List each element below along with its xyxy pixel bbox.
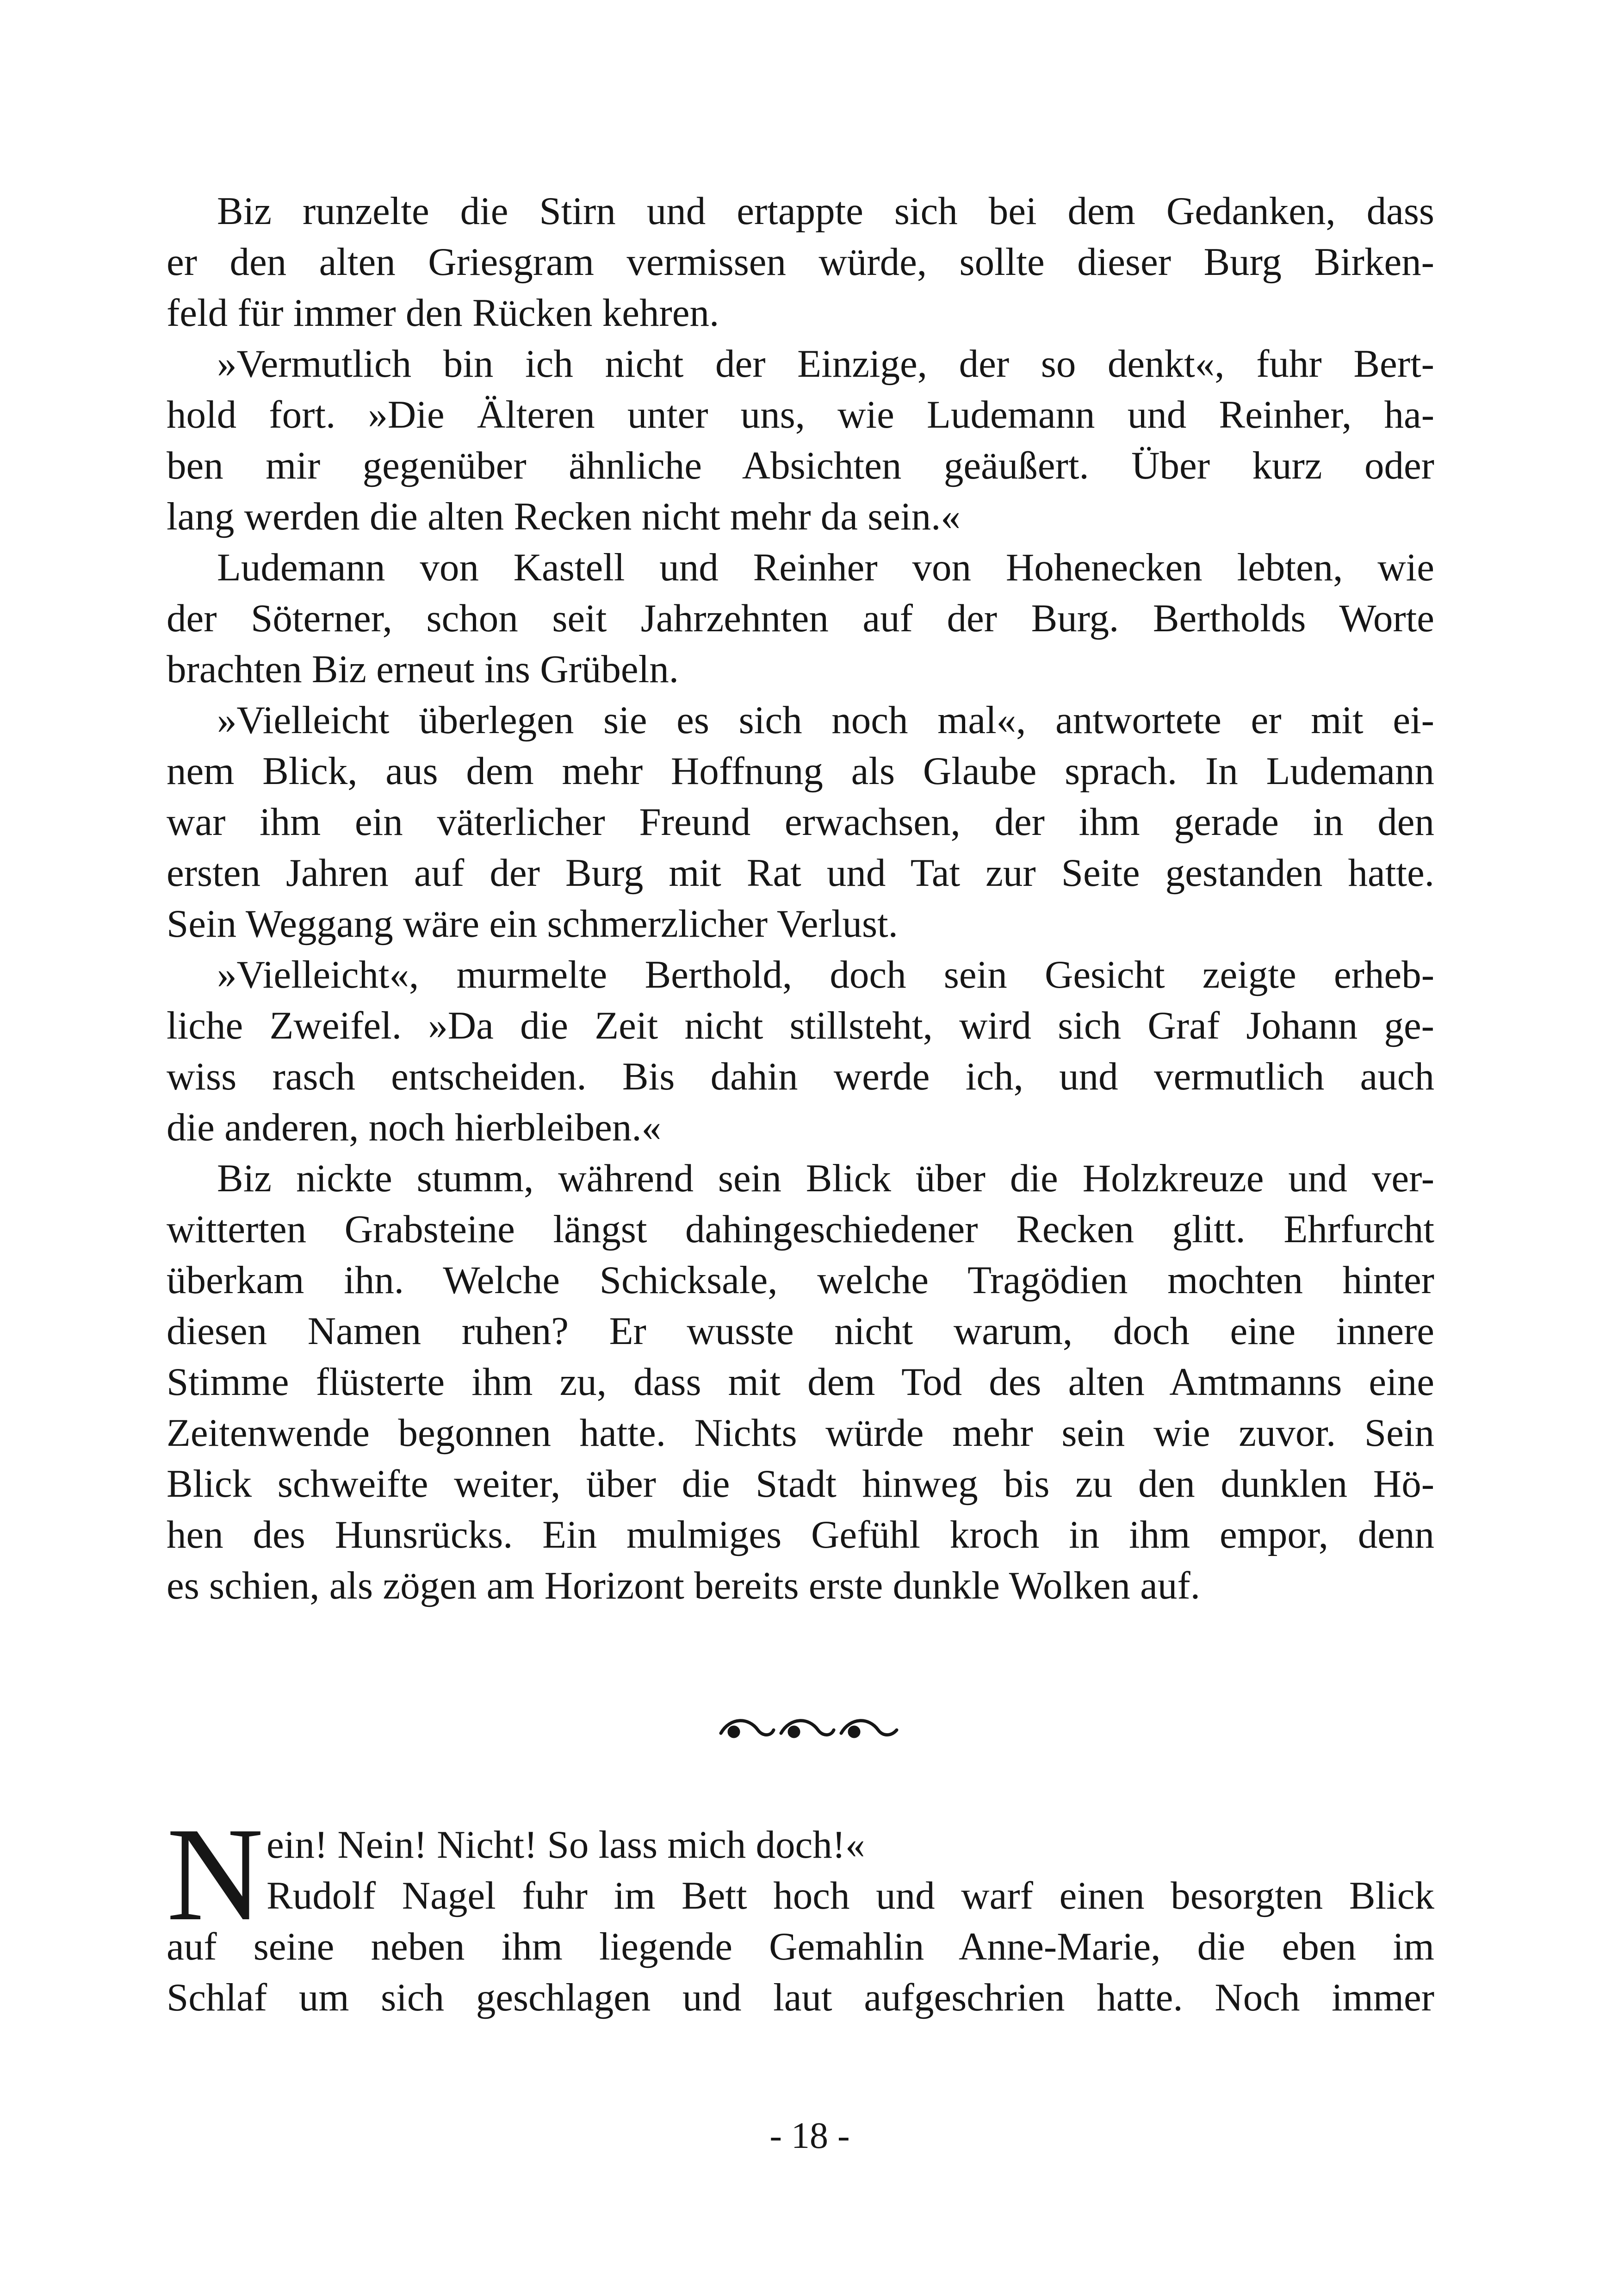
text-line: Schlaf um sich geschlagen und laut aufgeschrien hatte. Noch immer (167, 1976, 1434, 2019)
text-line: Blick schweifte weiter, über die Stadt hinweg bis zu den dunklen Hö- (167, 1462, 1434, 1506)
text-line: die anderen, noch hierbleiben.« (167, 1106, 662, 1149)
text-line: lang werden die alten Recken nicht mehr da sein.« (167, 495, 961, 538)
text-line: der Söterner, schon seit Jahrzehnten auf der Burg. Bertholds Worte (167, 597, 1434, 640)
text-line: auf seine neben ihm liegende Gemahlin Anne-Marie, die eben im (167, 1925, 1434, 1968)
text-line: Sein Weggang wäre ein schmerzlicher Verlust. (167, 902, 898, 946)
text-line: hen des Hunsrücks. Ein mulmiges Gefühl kroch in ihm empor, denn (167, 1513, 1434, 1556)
text-line: ersten Jahren auf der Burg mit Rat und Tat zur Seite gestanden hatte. (167, 851, 1434, 895)
text-line: Ludemann von Kastell und Reinher von Hohenecken lebten, wie (217, 546, 1434, 589)
text-line: Zeitenwende begonnen hatte. Nichts würde mehr sein wie zuvor. Sein (167, 1411, 1434, 1455)
text-line: Stimme flüsterte ihm zu, dass mit dem Tod des alten Amtmanns eine (167, 1360, 1434, 1404)
text-line: wiss rasch entscheiden. Bis dahin werde ich, und vermutlich auch (167, 1055, 1434, 1098)
text-line: nem Blick, aus dem mehr Hoffnung als Glaube sprach. In Ludemann (167, 749, 1434, 793)
drop-cap: N (167, 1800, 264, 1948)
fleuron-ornament-icon (716, 1712, 901, 1745)
text-line: feld für immer den Rücken kehren. (167, 291, 719, 335)
page-number: - 18 - (769, 2116, 850, 2156)
text-line: überkam ihn. Welche Schicksale, welche Tragödien mochten hinter (167, 1258, 1434, 1302)
text-line: Rudolf Nagel fuhr im Bett hoch und warf einen besorgten Blick (267, 1874, 1434, 1917)
text-line: liche Zweifel. »Da die Zeit nicht stillsteht, wird sich Graf Johann ge- (167, 1004, 1434, 1047)
text-line: witterten Grabsteine längst dahingeschiedener Recken glitt. Ehrfurcht (167, 1207, 1434, 1251)
text-line: brachten Biz erneut ins Grübeln. (167, 647, 679, 691)
text-line: Biz nickte stumm, während sein Blick über die Holzkreuze und ver- (217, 1157, 1434, 1200)
text-line: hold fort. »Die Älteren unter uns, wie Ludemann und Reinher, ha- (167, 393, 1434, 436)
text-line: »Vielleicht überlegen sie es sich noch mal«, antwortete er mit ei- (217, 698, 1434, 742)
text-line: es schien, als zögen am Horizont bereits erste dunkle Wolken auf. (167, 1564, 1200, 1607)
text-line: war ihm ein väterlicher Freund erwachsen, der ihm gerade in den (167, 800, 1434, 844)
text-line: diesen Namen ruhen? Er wusste nicht warum, doch eine innere (167, 1309, 1434, 1353)
text-line: »Vielleicht«, murmelte Berthold, doch sein Gesicht zeigte erheb- (217, 953, 1434, 996)
text-line: »Vermutlich bin ich nicht der Einzige, der so denkt«, fuhr Bert- (217, 342, 1434, 386)
text-line: ben mir gegenüber ähnliche Absichten geäußert. Über kurz oder (167, 444, 1434, 487)
text-line: ein! Nein! Nicht! So lass mich doch!« (267, 1823, 865, 1867)
text-line: Biz runzelte die Stirn und ertappte sich bei dem Gedanken, dass (217, 189, 1434, 233)
text-line: er den alten Griesgram vermissen würde, sollte dieser Burg Birken- (167, 240, 1434, 284)
